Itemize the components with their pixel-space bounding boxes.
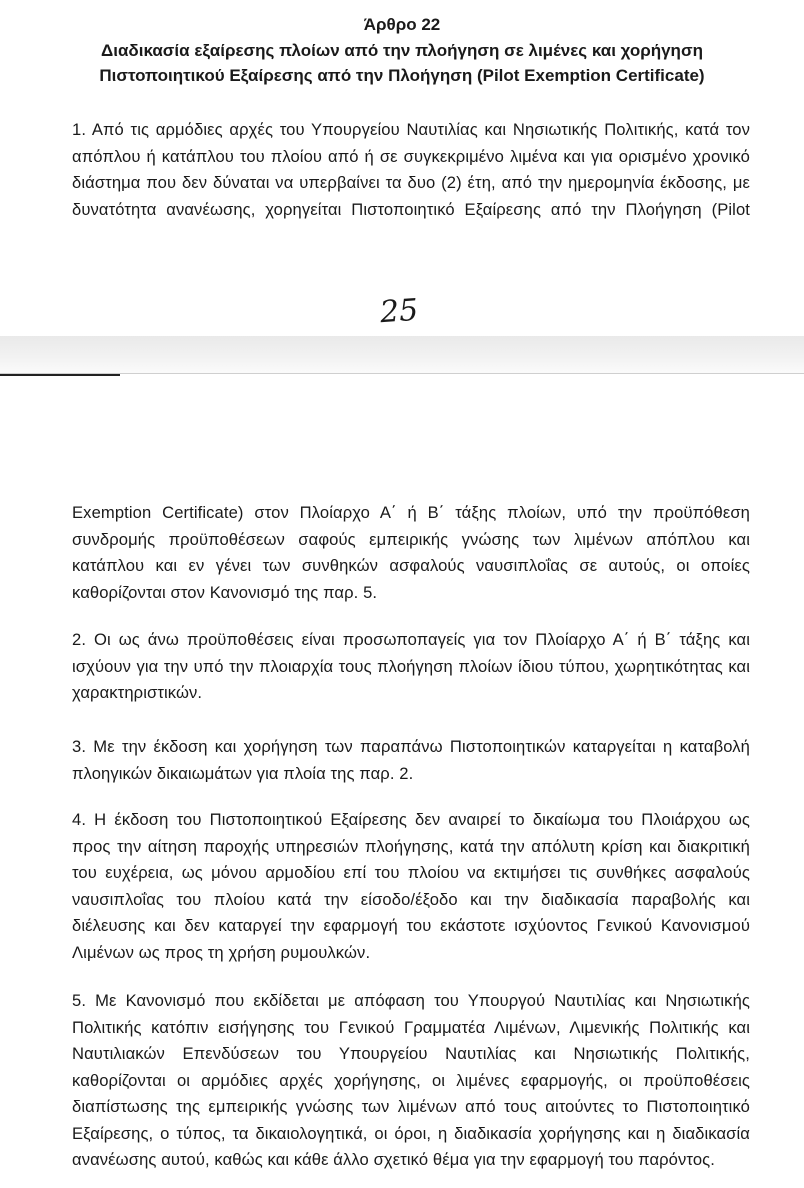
article-number: Άρθρο 22 <box>363 15 441 34</box>
paragraph-1-part-2: Exemption Certificate) στον Πλοίαρχο Α΄ ή Β΄ τάξης πλοίων, υπό την προϋπόθεση συνδρομής προϋποθέσεων σαφούς εμπειρικής γνώσης των λιμένων απόπλου και κατάπλου και εν γένει των συνθηκών ασφαλούς ναυσιπλοΐας σε αυτούς, οι οποίες καθορίζονται στον Κανονισμό της παρ. 5. <box>72 503 750 602</box>
scan-edge-mark <box>0 374 120 376</box>
page-break-gap <box>0 336 804 374</box>
paragraph-3: 3. Με την έκδοση και χορήγηση των παραπάνω Πιστοποιητικών καταργείται η καταβολή πλοηγικών δικαιωμάτων για πλοία της παρ. 2. <box>72 737 750 783</box>
paragraph-4: 4. Η έκδοση του Πιστοποιητικού Εξαίρεσης δεν αναιρεί το δικαίωμα του Πλοιάρχου ως προς την αίτηση παροχής υπηρεσιών πλοήγησης, κατά την απόλυτη κρίση και διακριτική του ευχέρεια, ως μόνου αρμοδίου επί του πλοίου να εκτιμήσει τις συνθήκες ασφαλούς ναυσιπλοΐας του πλοίου κατά την είσοδο/έξοδο και την διαδικασία παραβολής και διέλευσης και δεν καταργεί την εφαρμογή του εκάστοτε ισχύοντος Γενικού Κανονισμού Λιμένων ως προς τη χρήση ρυμουλκών. <box>72 810 750 962</box>
paragraph-5: 5. Με Κανονισμό που εκδίδεται με απόφαση του Υπουργού Ναυτιλίας και Νησιωτικής Πολιτικής κατόπιν εισήγησης του Γενικού Γραμματέα Λιμένων, Λιμενικής Πολιτικής και Ναυτιλιακών Επενδύσεων του Υπουργείου Ναυτιλίας και Νησιωτικής Πολιτικής, καθορίζονται οι αρμόδιες αρχές χορήγησης, οι λιμένες εφαρμογής, οι προϋποθέσεις διαπίστωσης της εμπειρικής γνώσης των λιμένων από τους αιτούντες το Πιστοποιητικό Εξαίρεσης, ο τύπος, τα δικαιολογητικά, οι όροι, η διαδικασία χορήγησης και η διαδικασία ανανέωσης αυτού, καθώς και κάθε άλλο σχετικό θέμα για την εφαρμογή του παρόντος. <box>72 991 750 1169</box>
article-title-line-1: Διαδικασία εξαίρεσης πλοίων από την πλοήγηση σε λιμένες και χορήγηση <box>101 41 703 60</box>
article-title-line-2: Πιστοποιητικού Εξαίρεσης από την Πλοήγηση (Pilot Exemption Certificate) <box>99 66 705 85</box>
handwritten-page-number: 25 <box>378 292 420 331</box>
paragraph-2: 2. Οι ως άνω προϋποθέσεις είναι προσωποπαγείς για τον Πλοίαρχο Α΄ ή Β΄ τάξης και ισχύουν για την υπό την πλοιαρχία τους πλοήγηση πλοίων ίδιου τύπου, χωρητικότητας και χαρακτηριστικών. <box>72 630 750 702</box>
paragraph-1-part-1: 1. Από τις αρμόδιες αρχές του Υπουργείου Ναυτιλίας και Νησιωτικής Πολιτικής, κατά τον απόπλου ή κατάπλου του πλοίου από ή σε συγκεκριμένο λιμένα και για ορισμένο χρονικό διάστημα που δεν δύναται να υπερβαίνει τα δυο (2) έτη, από την ημερομηνία έκδοσης, με δυνατότητα ανανέωσης, χορηγείται Πιστοποιητικό Εξαίρεσης από την Πλοήγηση (Pilot <box>72 120 750 219</box>
